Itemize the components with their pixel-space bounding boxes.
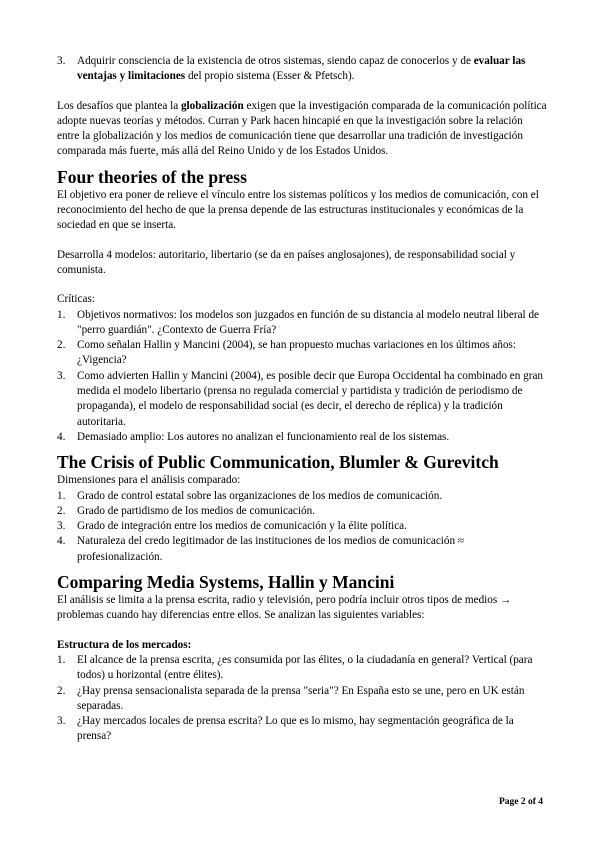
- subheading-text: Estructura de los mercados:: [57, 638, 192, 651]
- list-text: Como advierten Hallin y Mancini (2004), es posible decir que Europa Occidental ha combinado en gran medida el modelo libertario (prensa no regulada comercial y partidista y tradición de periodismo de propaganda), el modelo de responsabilidad social (es decir, el derecho de réplica) y la tradición autoritaria.: [77, 369, 544, 428]
- intro-list: [57, 54, 547, 85]
- list-text: ¿Hay prensa sensacionalista separada de la prensa "seria"? En España esto se une, pero en UK están separadas.: [77, 684, 525, 712]
- list-text: Demasiado amplio: Los autores no analizan el funcionamiento real de los sistemas.: [77, 430, 450, 443]
- paragraph-text: exigen que la investigación comparada de la comunicación política adopte nuevas teorías y métodos. Curran y Park hacen hincapié en que la investigación sobre la relación entre la globalización y los medios de comunicación tiene que desarrollar una tradición de investigación comparada más fuerte, más allá del Reino Unido y de los Estados Unidos.: [57, 99, 547, 158]
- list-item: [57, 54, 547, 85]
- section-heading-comparing-media-systems: Comparing Media Systems, Hallin y Mancini: [57, 572, 395, 593]
- list-item: [57, 714, 547, 745]
- list-item: [57, 430, 547, 445]
- bold-term: globalización: [180, 99, 244, 112]
- list-text: Grado de partidismo de los medios de comunicación.: [77, 504, 315, 517]
- list-number: 4.: [57, 430, 66, 443]
- section1-paragraph-2: Desarrolla 4 modelos: autoritario, libertario (se da en países anglosajones), de responsabilidad social y comunista.: [57, 248, 516, 276]
- section1-paragraph-1: El objetivo era poner de relieve el vínculo entre los sistemas políticos y los medios de comunicación, con el reconocimiento del hecho de que la prensa depende de las estructuras institucionales y económicas de la sociedad en que se inserta.: [57, 188, 539, 232]
- list-number: 2.: [57, 504, 66, 517]
- list-item: [57, 653, 547, 684]
- list-number: 3.: [57, 369, 66, 382]
- list-text: Objetivos normativos: los modelos son juzgados en función de su distancia al modelo neutral liberal de "perro guardián". ¿Contexto de Guerra Fría?: [77, 308, 540, 336]
- list-item: [57, 519, 547, 534]
- section-heading-four-theories: Four theories of the press: [57, 166, 247, 187]
- section-heading-crisis-public-communication: The Crisis of Public Communication, Blumler & Gurevitch: [57, 452, 499, 473]
- list-text: Grado de control estatal sobre las organizaciones de los medios de comunicación.: [77, 489, 443, 502]
- paragraph-text: Los desafíos que plantea la: [57, 99, 181, 112]
- list-item: [57, 504, 547, 519]
- list-number: 3.: [57, 715, 66, 728]
- list-item: [57, 308, 547, 339]
- list-text: Adquirir consciencia de la existencia de otros sistemas, siendo capaz de conocerlos y de: [77, 55, 471, 67]
- page-number: Page 2 of 4: [498, 797, 543, 807]
- list-item: [57, 369, 547, 430]
- list-number: 4.: [57, 535, 66, 548]
- list-number: 3.: [57, 55, 66, 67]
- list-number: 3.: [57, 520, 66, 533]
- list-item: [57, 489, 547, 504]
- list-number: 1.: [57, 489, 66, 502]
- market-list: [57, 653, 547, 745]
- list-number: 2.: [57, 339, 66, 352]
- list-text: del propio sistema (Esser & Pfetsch).: [185, 70, 355, 83]
- list-number: 2.: [57, 684, 66, 697]
- criticas-list: [57, 308, 547, 446]
- list-text: ¿Hay mercados locales de prensa escrita? Lo que es lo mismo, hay segmentación geográfica de la prensa?: [77, 715, 514, 743]
- list-number: 1.: [57, 308, 66, 321]
- subheading-market-structure: [57, 638, 547, 653]
- list-text: Grado de integración entre los medios de comunicación y la élite política.: [77, 520, 407, 533]
- section2-intro: Dimensiones para el análisis comparado:: [57, 474, 241, 487]
- list-text: Naturaleza del credo legitimador de las instituciones de los medios de comunicación ≈ profesionalización.: [77, 535, 465, 563]
- dimensions-list: [57, 489, 547, 565]
- list-item: [57, 338, 547, 369]
- list-item: [57, 684, 547, 715]
- list-number: 1.: [57, 653, 66, 666]
- globalization-paragraph: [57, 99, 547, 160]
- list-text: El alcance de la prensa escrita, ¿es consumida por las élites, o la ciudadanía en general? Vertical (para todos) u horizontal (entre élites).: [77, 653, 533, 682]
- section3-intro: El análisis se limita a la prensa escrita, radio y televisión, pero podría incluir otros tipos de medios → problemas cuando hay diferencias entre ellos. Se analizan las siguientes variables:: [57, 594, 512, 622]
- list-item: [57, 534, 547, 565]
- list-text: Como señalan Hallin y Mancini (2004), se han propuesto muchas variaciones en los últimos años: ¿Vigencia?: [77, 339, 517, 367]
- bold-phrase: evaluar las ventajas y limitaciones: [77, 55, 526, 83]
- document-page: [57, 54, 547, 745]
- criticas-label: Críticas:: [57, 293, 95, 306]
